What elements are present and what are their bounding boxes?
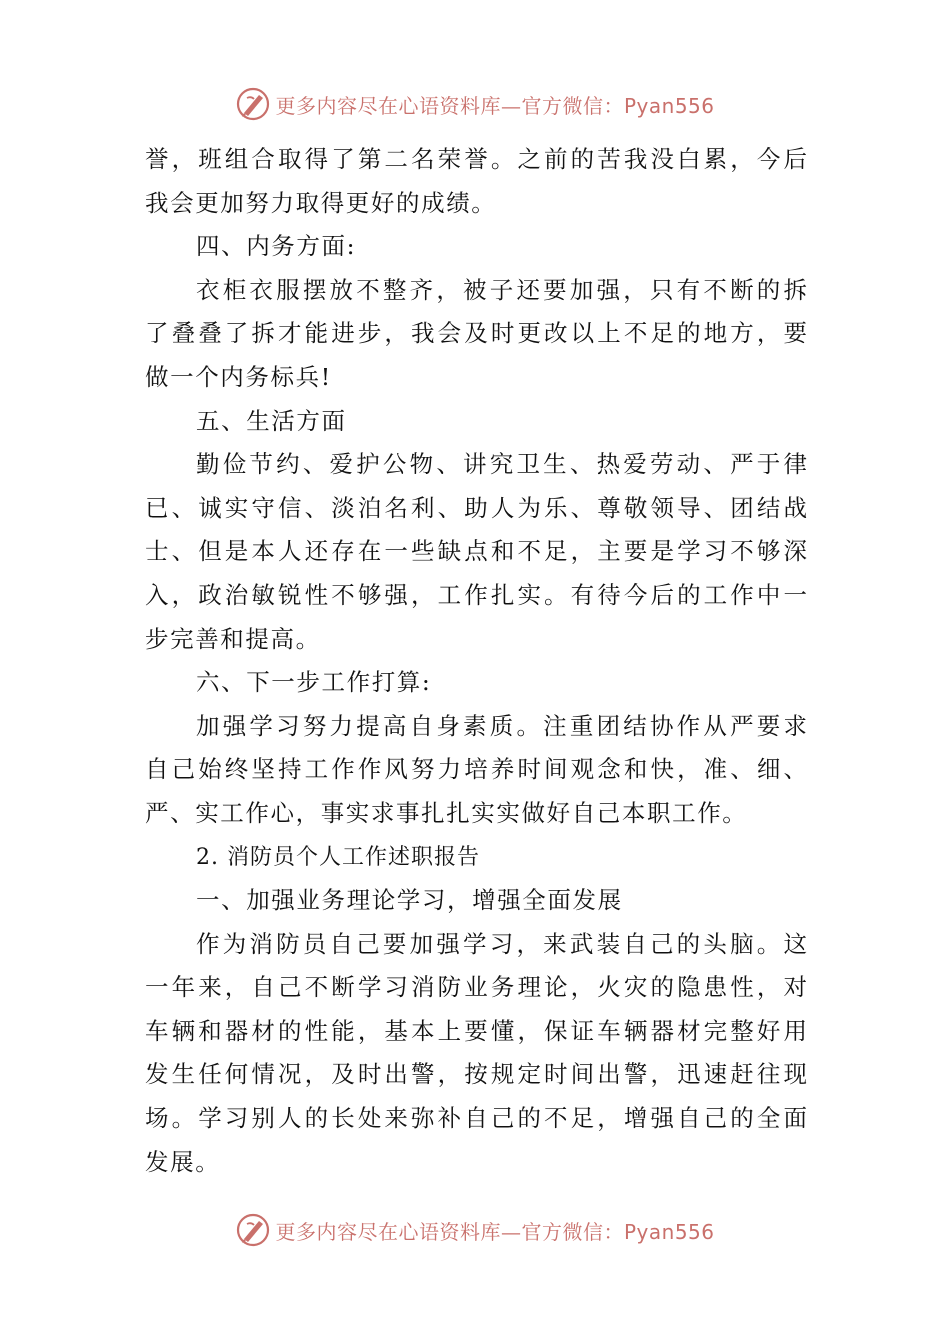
section-heading-5: 五、生活方面	[196, 406, 347, 435]
body-line-9: 已、诚实守信、淡泊名利、助人为乐、尊敬领导、团结战	[145, 493, 807, 522]
body-line-22: 发生任何情况，及时出警，按规定时间出警，迅速赶往现	[145, 1060, 807, 1089]
body-line-20: 一年来，自己不断学习消防业务理论，火灾的隐患性，对	[145, 973, 807, 1002]
body-line-23: 场。学习别人的长处来弥补自己的不足，增强自己的全面	[145, 1104, 807, 1133]
wechat-id: Pyan556	[623, 93, 715, 118]
wechat-id: Pyan556	[623, 1219, 715, 1244]
body-line-1: 誉，班组合取得了第二名荣誉。之前的苦我没白累，今后	[145, 145, 807, 173]
body-line-8: 勤俭节约、爱护公物、讲究卫生、热爱劳动、严于律	[196, 450, 807, 479]
body-line-14: 加强学习努力提高自身素质。注重团结协作从严要求	[196, 711, 807, 740]
body-line-4: 衣柜衣服摆放不整齐，被子还要加强，只有不断的拆	[196, 275, 807, 304]
body-line-11: 入，政治敏锐性不够强，工作扎实。有待今后的工作中一	[145, 580, 807, 609]
body-line-2: 我会更加努力取得更好的成绩。	[145, 188, 497, 217]
report-title: 2. 消防员个人工作述职报告	[196, 844, 480, 870]
body-line-19: 作为消防员自己要加强学习，来武装自己的头脑。这	[196, 929, 807, 958]
body-line-6: 做一个内务标兵!	[145, 362, 332, 391]
section-heading-1: 一、加强业务理论学习，增强全面发展	[196, 886, 623, 915]
body-line-16: 严、实工作心，事实求事扎扎实实做好自己本职工作。	[145, 798, 748, 827]
pen-seal-icon	[235, 86, 271, 122]
body-line-10: 士、但是本人还存在一些缺点和不足，主要是学习不够深	[145, 537, 807, 566]
footer-banner	[0, 1210, 950, 1250]
banner-text: 更多内容尽在心语资料库—官方微信：Pyan556	[275, 1219, 715, 1244]
body-line-5: 了叠叠了拆才能进步，我会及时更改以上不足的地方，要	[145, 319, 807, 348]
section-heading-6: 六、下一步工作打算:	[196, 668, 432, 697]
body-line-15: 自己始终坚持工作作风努力培养时间观念和快，准、细、	[145, 755, 807, 784]
body-line-12: 步完善和提高。	[145, 624, 321, 653]
header-banner	[0, 84, 950, 124]
document-body	[145, 138, 807, 1184]
banner-text: 更多内容尽在心语资料库—官方微信：Pyan556	[275, 93, 715, 118]
pen-seal-icon	[235, 1212, 271, 1248]
body-line-21: 车辆和器材的性能，基本上要懂，保证车辆器材完整好用	[145, 1016, 807, 1045]
body-line-24: 发展。	[145, 1147, 221, 1176]
section-heading-4: 四、内务方面:	[196, 232, 357, 261]
